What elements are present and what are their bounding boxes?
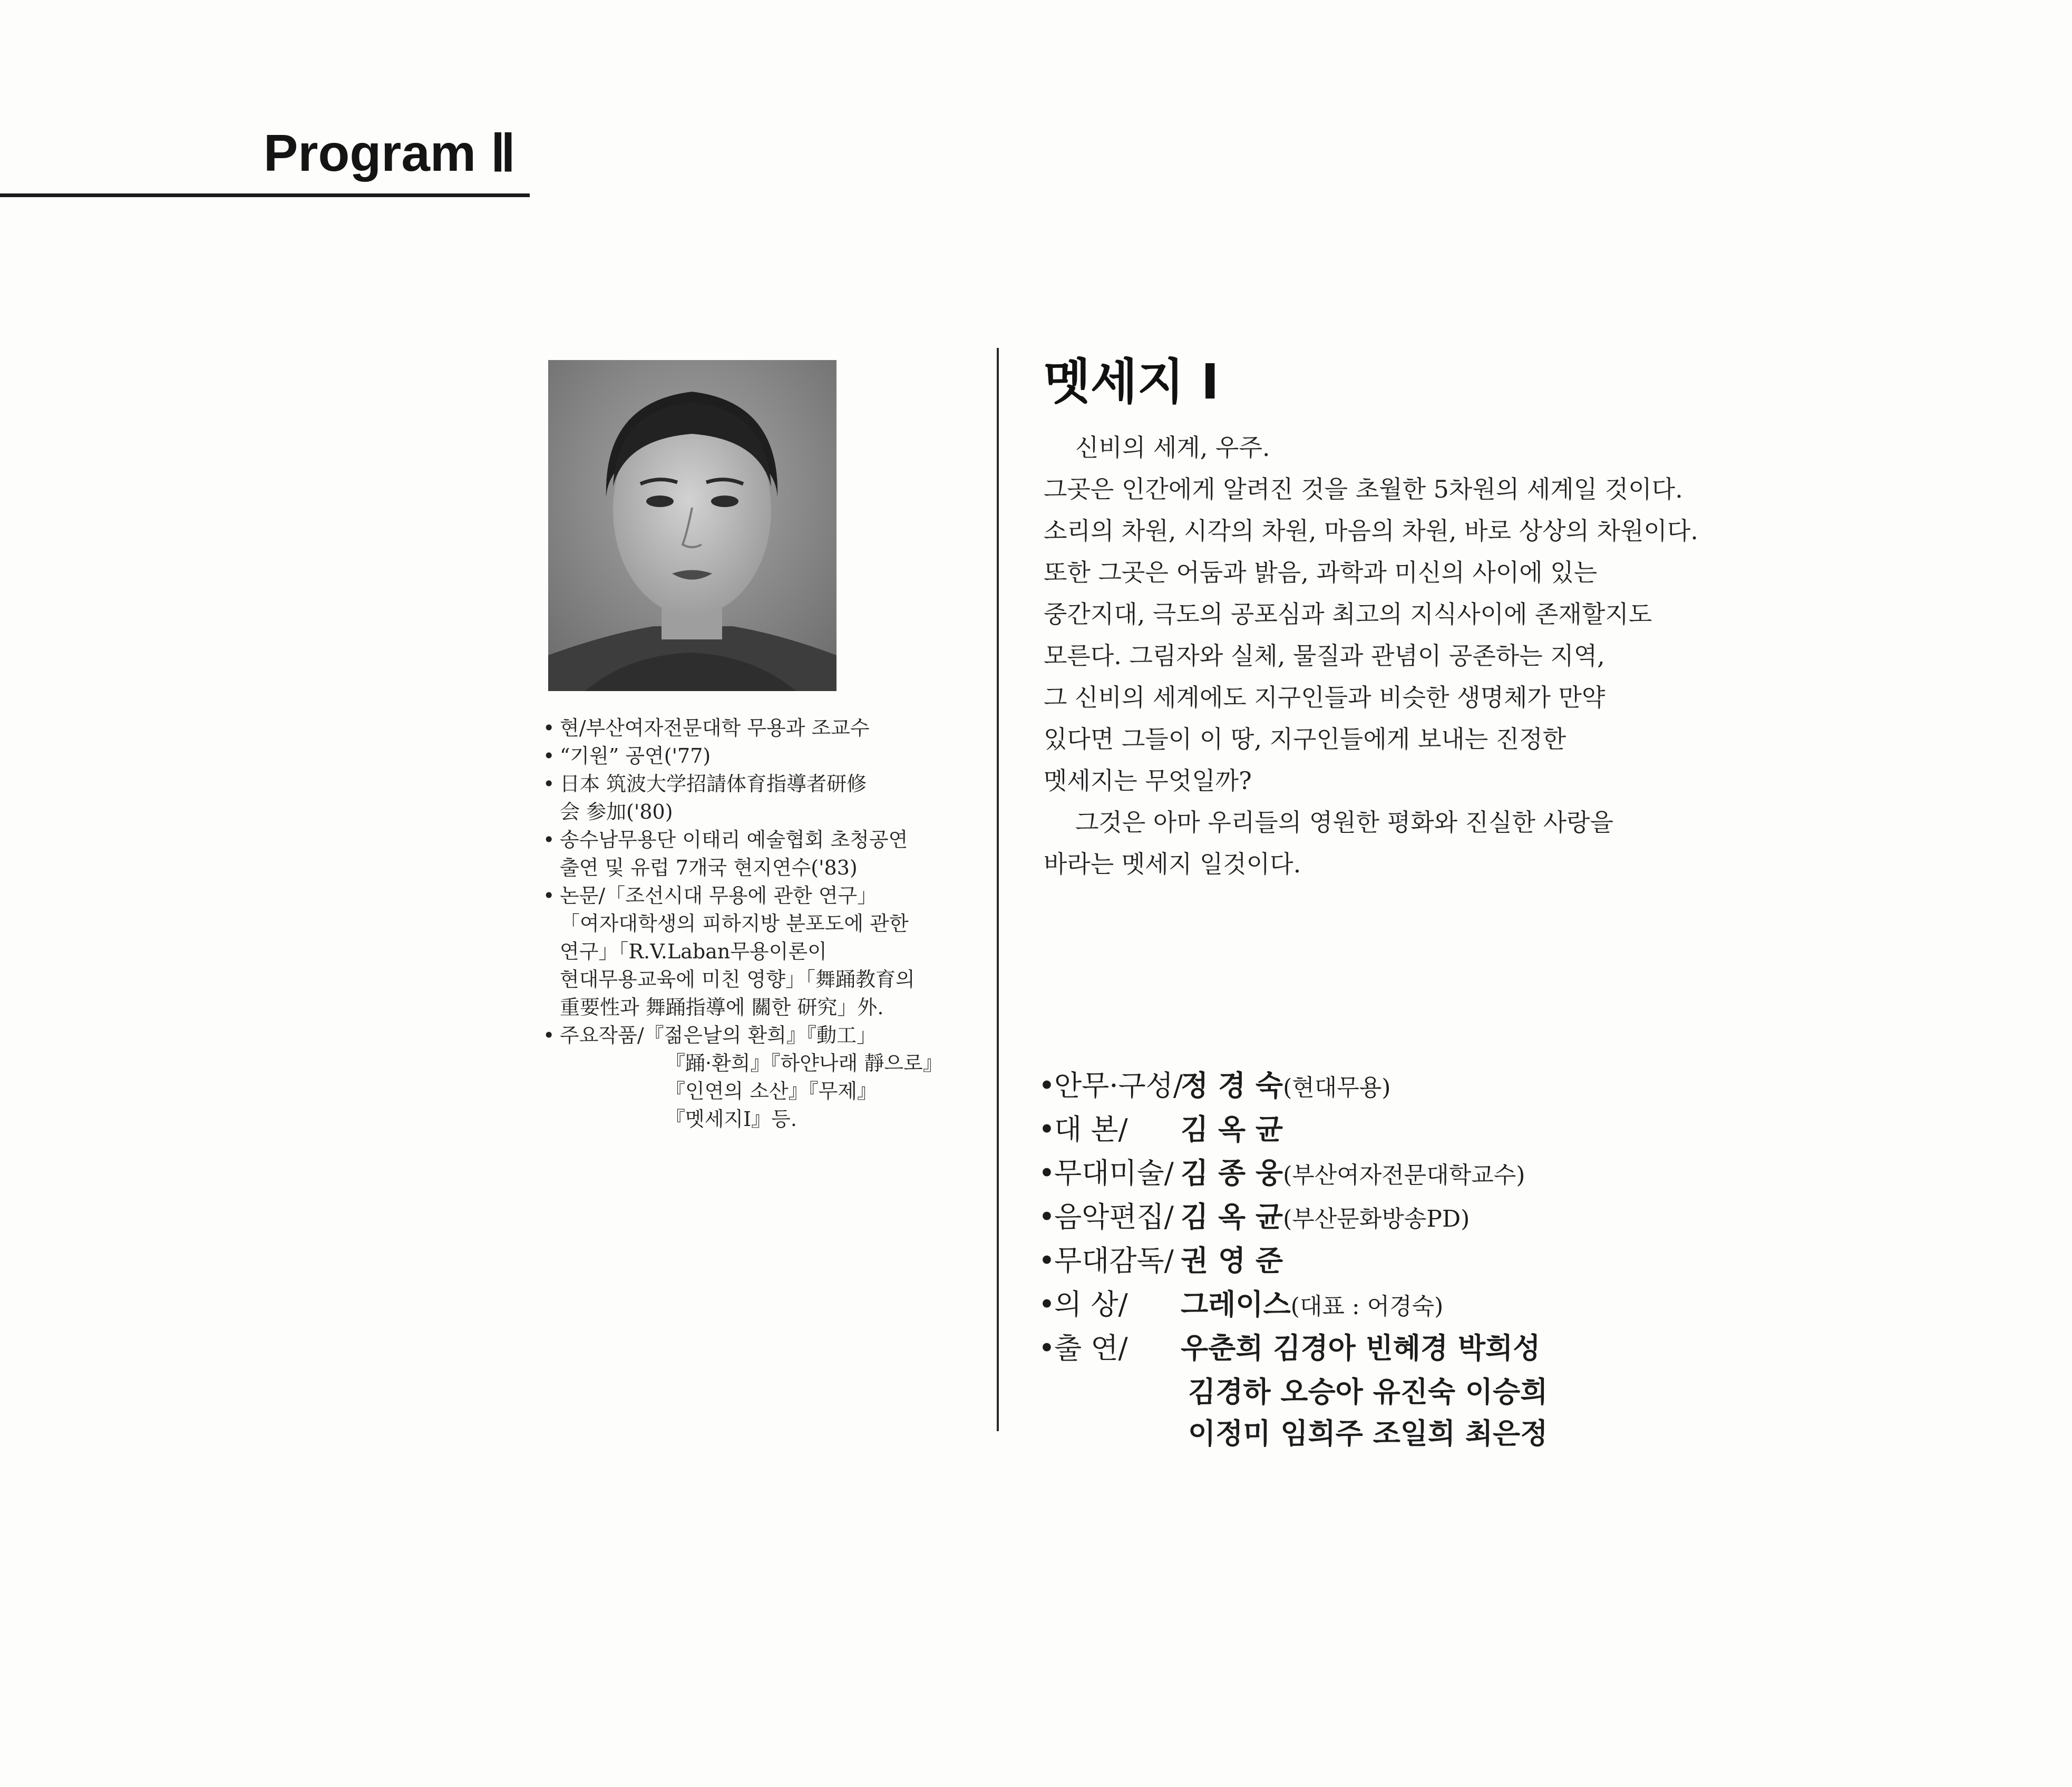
cast-line: 이정미 임희주 조일희 최은정 xyxy=(1188,1416,1548,1450)
bullet-icon: • xyxy=(1038,1288,1055,1321)
credit-role: 무대감독/ xyxy=(1054,1244,1174,1277)
description-line: 그 신비의 세계에도 지구인들과 비슷한 생명체가 만약 xyxy=(1044,683,1606,712)
description-line: 멧세지는 무엇일까? xyxy=(1044,766,1252,795)
profile-line: 会 参加('80) xyxy=(560,800,673,823)
profile-item xyxy=(543,714,975,742)
works-line: 『인연의 소산』『무제』 xyxy=(665,1080,878,1103)
description-line: 중간지대, 극도의 공포심과 최고의 지식사이에 존재할지도 xyxy=(1044,600,1652,628)
credit-note: (대표 : 어경숙) xyxy=(1290,1293,1444,1320)
bullet-icon: • xyxy=(1038,1113,1055,1146)
description-line: 그곳은 인간에게 알려진 것을 초월한 5차원의 세계일 것이다. xyxy=(1044,475,1683,503)
credit-name: 김 옥 균 xyxy=(1181,1112,1283,1146)
credit-name: 권 영 준 xyxy=(1181,1244,1283,1277)
description-line: 모른다. 그림자와 실체, 물질과 관념이 공존하는 지역, xyxy=(1044,642,1605,670)
credit-role: 무대미술/ xyxy=(1054,1157,1174,1190)
bullet-icon: • xyxy=(543,1024,555,1047)
profile-line: 「여자대학생의 피하지방 분포도에 관한 xyxy=(560,912,909,935)
description-line: 바라는 멧세지 일것이다. xyxy=(1044,850,1301,878)
credit-name: 김 옥 균 xyxy=(1181,1200,1283,1234)
profile-line: 연구」「R.V.Laban무용이론이 xyxy=(560,940,827,963)
bullet-icon: • xyxy=(543,716,555,740)
profile-line: 출연 및 유럽 7개국 현지연수('83) xyxy=(560,856,858,879)
choreographer-portrait xyxy=(548,360,836,691)
credit-name: 정 경 숙 xyxy=(1181,1069,1283,1102)
title-underline xyxy=(0,193,530,197)
profile-item xyxy=(543,742,975,770)
profile-line: 논문/「조선시대 무용에 관한 연구」 xyxy=(560,884,878,907)
cast-line: 김경하 오승아 유진숙 이승희 xyxy=(1188,1375,1548,1409)
credit-name: 우춘희 김경아 빈혜경 박희성 xyxy=(1181,1331,1541,1365)
credit-row xyxy=(1038,1327,2040,1454)
profile-item xyxy=(543,770,975,826)
credit-name: 그레이스 xyxy=(1181,1287,1291,1321)
piece-title: 멧세지 Ⅰ xyxy=(1044,354,1219,410)
bullet-icon: • xyxy=(1038,1244,1055,1277)
credit-note: (현대무용) xyxy=(1283,1074,1391,1101)
description-line: 그것은 아마 우리들의 영원한 평화와 진실한 사랑을 xyxy=(1075,808,1613,837)
profile-line: 重要性과 舞踊指導에 關한 研究」外. xyxy=(560,996,884,1019)
profile-line: 현/부산여자전문대학 무용과 조교수 xyxy=(560,716,870,740)
profile-line: 주요작품/『젊은날의 환희』『動工」 xyxy=(560,1024,877,1047)
credit-note: (부산여자전문대학교수) xyxy=(1283,1162,1525,1189)
credit-row xyxy=(1038,1196,2040,1240)
description-line: 또한 그곳은 어둠과 밝음, 과학과 미신의 사이에 있는 xyxy=(1044,558,1598,587)
credit-role: 안무·구성/ xyxy=(1054,1069,1183,1102)
page-title: Program Ⅱ xyxy=(264,124,516,182)
bullet-icon: • xyxy=(1038,1069,1055,1102)
profile-line: 현대무용교육에 미친 영향」「舞踊教育의 xyxy=(560,968,915,991)
works-line: 『멧세지Ⅰ』등. xyxy=(665,1108,797,1131)
credit-role: 음악편집/ xyxy=(1054,1200,1174,1234)
bullet-icon: • xyxy=(543,772,555,795)
portrait-image xyxy=(548,360,836,691)
description-line: 있다면 그들이 이 땅, 지구인들에게 보내는 진정한 xyxy=(1044,725,1567,753)
bullet-icon: • xyxy=(543,744,555,768)
credit-row xyxy=(1038,1065,2040,1109)
credit-row xyxy=(1038,1240,2040,1284)
profile-item xyxy=(543,882,975,1022)
profile-line: 송수남무용단 이태리 예술협회 초청공연 xyxy=(560,828,908,851)
profile-line: “기원” 공연('77) xyxy=(560,744,711,768)
works-line: 『踊·환희』『하얀나래 靜으로』 xyxy=(665,1052,943,1075)
credit-role: 대 본/ xyxy=(1054,1113,1128,1146)
profile-item xyxy=(543,1022,975,1133)
credit-role: 의 상/ xyxy=(1054,1288,1128,1321)
credit-row xyxy=(1038,1284,2040,1327)
credit-role: 출 연/ xyxy=(1054,1332,1128,1365)
credit-name: 김 종 웅 xyxy=(1181,1156,1283,1190)
column-divider xyxy=(997,348,999,1431)
description-line: 신비의 세계, 우주. xyxy=(1075,433,1270,462)
bullet-icon: • xyxy=(543,884,555,907)
bullet-icon: • xyxy=(1038,1332,1055,1365)
choreographer-profile xyxy=(543,714,975,1133)
bullet-icon: • xyxy=(1038,1157,1055,1190)
credits-list xyxy=(1038,1065,2040,1454)
credit-row xyxy=(1038,1152,2040,1196)
credit-row xyxy=(1038,1109,2040,1152)
bullet-icon: • xyxy=(1038,1200,1055,1234)
profile-line: 日本 筑波大学招請体育指導者研修 xyxy=(560,772,867,795)
profile-item xyxy=(543,826,975,882)
bullet-icon: • xyxy=(543,828,555,851)
piece-description xyxy=(1044,427,2045,885)
credit-note: (부산문화방송PD) xyxy=(1283,1206,1470,1232)
description-line: 소리의 차원, 시각의 차원, 마음의 차원, 바로 상상의 차원이다. xyxy=(1044,517,1698,545)
